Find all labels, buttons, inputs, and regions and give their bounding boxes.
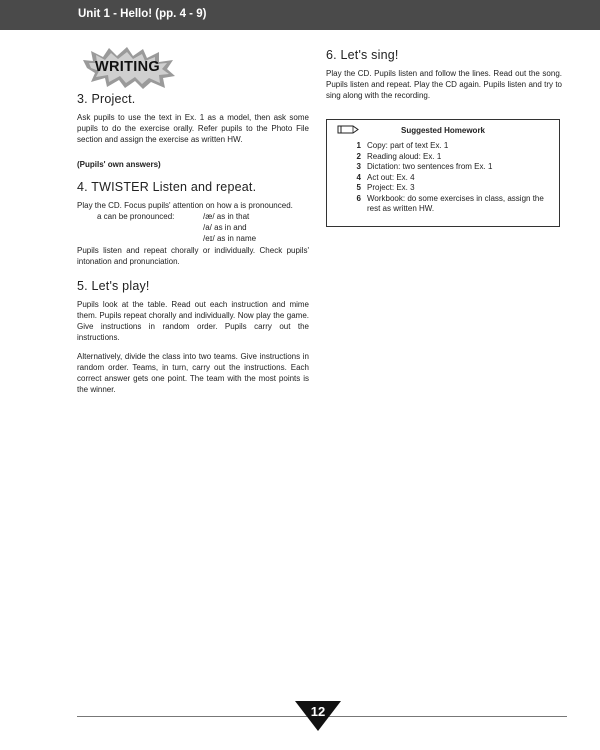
homework-item-text: Project: Ex. 3: [367, 183, 415, 192]
homework-item-text: Dictation: two sentences from Ex. 1: [367, 162, 493, 171]
homework-item: [335, 152, 551, 163]
unit-title: Unit 1 - Hello! (pp. 4 - 9): [78, 8, 207, 20]
section-4-body: Pupils listen and repeat chorally or individually. Check pupils' intonation and pronunciation.: [77, 246, 309, 266]
pupils-answers-note: (Pupils' own answers): [77, 160, 161, 169]
homework-item-number: 6: [356, 193, 361, 203]
homework-item-text: Copy: part of text Ex. 1: [367, 141, 449, 150]
homework-item-number: 3: [356, 162, 361, 171]
homework-item-text: Act out: Ex. 4: [367, 172, 415, 182]
pronunciation-item: /eɪ/ as in name: [203, 234, 257, 243]
writing-label: WRITING: [95, 59, 160, 75]
homework-item: [335, 173, 551, 184]
homework-item: [335, 141, 551, 152]
pronunciation-lead: a can be pronounced:: [97, 212, 175, 221]
section-6-body: Play the CD. Pupils listen and follow the lines. Read out the song. Pupils listen and repeat. Play the CD again. Pupils listen and try to sing along with the recording.: [326, 69, 562, 100]
homework-item-text: Reading aloud: Ex. 1: [367, 151, 442, 161]
right-column: [326, 46, 562, 227]
homework-item: [335, 162, 551, 173]
writing-badge: [81, 46, 177, 90]
homework-item: [335, 183, 551, 194]
pronunciation-list: [77, 211, 309, 244]
homework-item-number: 1: [356, 141, 361, 150]
unit-header-bar: [0, 0, 600, 30]
section-4-intro: Play the CD. Focus pupils' attention on how a is pronounced.: [77, 201, 293, 210]
homework-item-text: Workbook: do some exercises in class, assign the rest as written HW.: [367, 193, 544, 213]
section-5-body-1: Pupils look at the table. Read out each instruction and mime them. Pupils repeat chorally and individually. Now play the game. Give instructions in random order. Pupils carry out the instructions.: [77, 300, 309, 342]
left-column: [77, 46, 309, 403]
homework-item-number: 4: [356, 172, 361, 182]
homework-item: [335, 194, 551, 215]
section-6-heading: 6. Let's sing!: [326, 48, 399, 62]
pencil-icon: [337, 125, 359, 134]
pronunciation-item: /æ/ as in that: [203, 212, 250, 221]
homework-item-number: 2: [356, 151, 361, 161]
suggested-homework-box: [326, 119, 560, 227]
page-number: 12: [310, 704, 326, 719]
section-5-heading: 5. Let's play!: [77, 279, 150, 293]
section-5-body-2: Alternatively, divide the class into two teams. Give instructions in random order. Teams, in turn, carry out the instructions. Each correct answer gets one point. The team with the most points is the winner.: [77, 352, 309, 394]
homework-title: Suggested Homework: [400, 126, 485, 135]
homework-item-number: 5: [356, 183, 361, 192]
section-4-heading: 4. TWISTER Listen and repeat.: [77, 180, 257, 194]
section-3-heading: 3. Project.: [77, 92, 136, 106]
section-3-body: Ask pupils to use the text in Ex. 1 as a model, then ask some pupils to do the exercise orally. Refer pupils to the Photo File section and assign the exercise as written HW.: [77, 113, 309, 144]
pronunciation-item: /a/ as in and: [203, 223, 247, 232]
